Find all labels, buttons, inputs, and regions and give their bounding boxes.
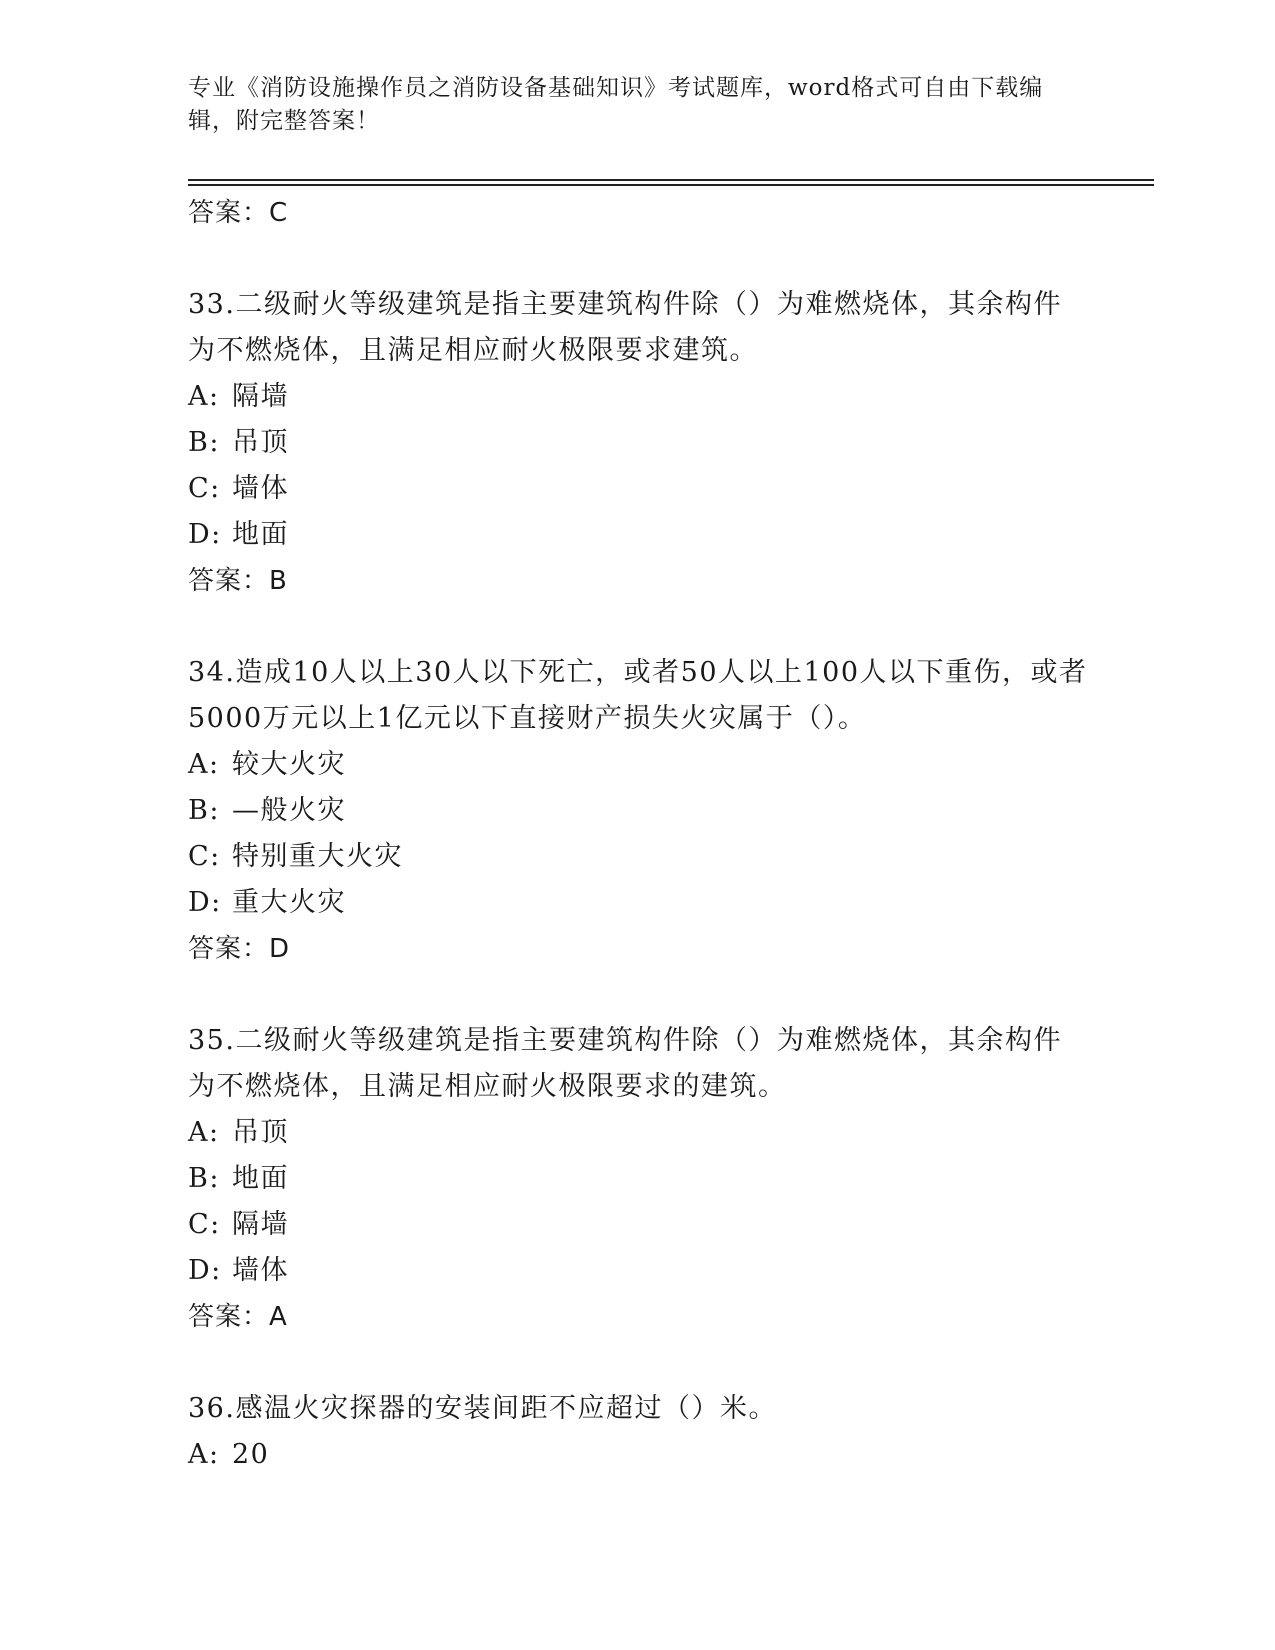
option-text: 吊顶 — [232, 1117, 289, 1148]
option-b — [188, 420, 1088, 466]
option-key: C: — [188, 1209, 221, 1240]
option-d — [188, 1248, 1088, 1294]
option-a — [188, 742, 1088, 788]
option-key: A: — [188, 1439, 220, 1470]
question-36 — [188, 1386, 1088, 1478]
answer-line: 答案：D — [188, 934, 291, 964]
option-a — [188, 1432, 1088, 1478]
option-key: C: — [188, 841, 221, 872]
option-c — [188, 466, 1088, 512]
document-header-note: 专业《消防设施操作员之消防设备基础知识》考试题库，word格式可自由下载编辑，附完整答案！ — [188, 75, 1044, 134]
question-text: 34.造成10人以上30人以下死亡，或者50人以上100人以下重伤，或者5000万元以上1亿元以下直接财产损失火灾属于（）。 — [188, 657, 1088, 734]
option-d — [188, 880, 1088, 926]
header-divider-top — [188, 179, 1154, 181]
option-text: 20 — [232, 1439, 270, 1470]
question-text: 33.二级耐火等级建筑是指主要建筑构件除（）为难燃烧体，其余构件为不燃烧体，且满足相应耐火极限要求建筑。 — [188, 289, 1062, 366]
answer-line: 答案：B — [188, 566, 288, 596]
option-a — [188, 1110, 1088, 1156]
option-text: 较大火灾 — [232, 749, 346, 780]
question-33 — [188, 282, 1088, 604]
option-key: B: — [188, 1163, 220, 1194]
option-key: D: — [188, 887, 222, 918]
option-d — [188, 512, 1088, 558]
question-34 — [188, 650, 1088, 972]
option-key: C: — [188, 473, 221, 504]
option-b — [188, 1156, 1088, 1202]
option-text: 隔墙 — [232, 1209, 289, 1240]
option-key: B: — [188, 427, 220, 458]
answer-line: 答案：C — [188, 198, 289, 228]
question-text: 35.二级耐火等级建筑是指主要建筑构件除（）为难燃烧体，其余构件为不燃烧体，且满足相应耐火极限要求的建筑。 — [188, 1025, 1062, 1102]
option-c — [188, 834, 1088, 880]
option-key: D: — [188, 519, 222, 550]
option-text: 重大火灾 — [232, 887, 346, 918]
option-b — [188, 788, 1088, 834]
option-text: 吊顶 — [232, 427, 289, 458]
option-c — [188, 1202, 1088, 1248]
option-text: 隔墙 — [232, 381, 289, 412]
option-text: 墙体 — [232, 473, 289, 504]
header-divider-bottom — [188, 184, 1154, 186]
question-list — [188, 190, 1088, 1478]
option-text: —般火灾 — [232, 795, 346, 826]
option-text: 地面 — [232, 519, 289, 550]
option-key: D: — [188, 1255, 222, 1286]
answer-line: 答案：A — [188, 1302, 288, 1332]
option-text: 特别重大火灾 — [232, 841, 403, 872]
option-text: 墙体 — [232, 1255, 289, 1286]
option-key: A: — [188, 1117, 220, 1148]
option-text: 地面 — [232, 1163, 289, 1194]
option-key: B: — [188, 795, 220, 826]
option-key: A: — [188, 749, 220, 780]
question-35 — [188, 1018, 1088, 1340]
option-key: A: — [188, 381, 220, 412]
option-a — [188, 374, 1088, 420]
question-text: 36.感温火灾探器的安装间距不应超过（）米。 — [188, 1393, 777, 1424]
